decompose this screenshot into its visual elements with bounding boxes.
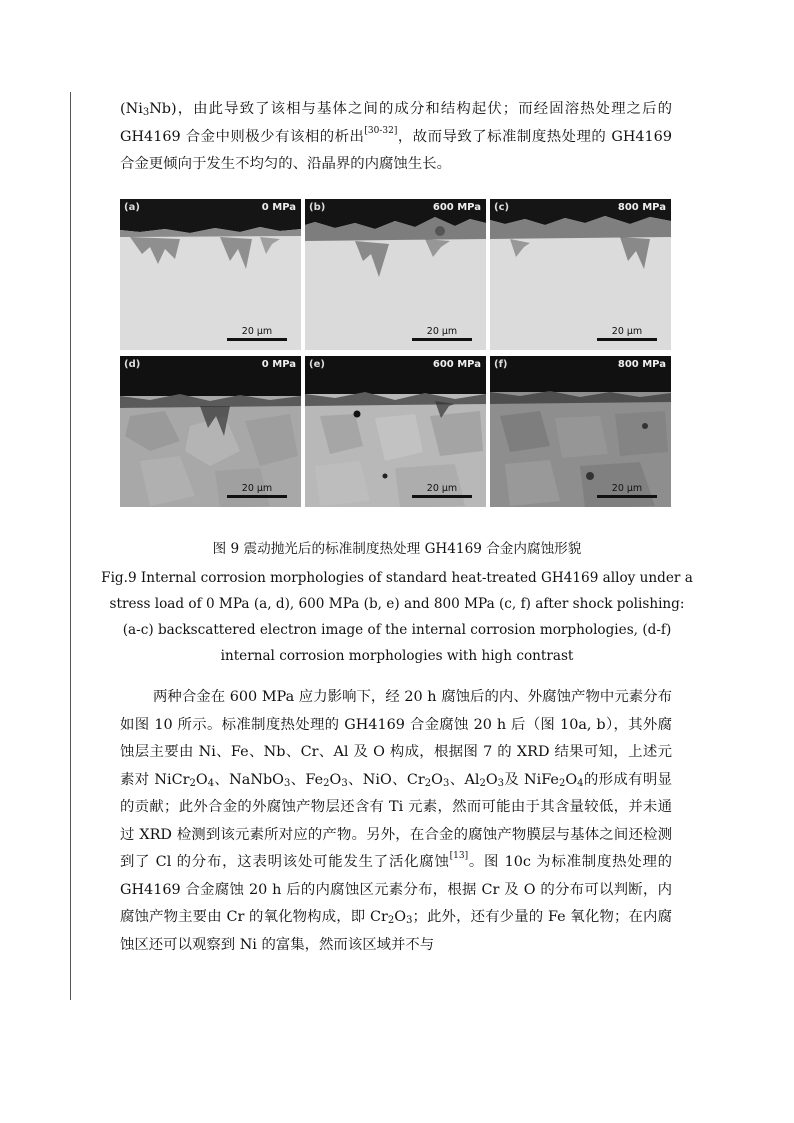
stress-label: 800 MPa xyxy=(617,359,666,370)
scale-bar: 20 μm xyxy=(412,326,472,341)
margin-line xyxy=(70,92,71,1000)
panel-label: (c) xyxy=(494,202,510,213)
citation-13: [13] xyxy=(449,851,469,861)
stress-label: 0 MPa xyxy=(261,359,296,370)
panel-b xyxy=(305,199,486,350)
panel-label: (f) xyxy=(494,359,508,370)
stress-label: 0 MPa xyxy=(261,202,296,213)
scale-bar: 20 μm xyxy=(597,326,657,341)
paragraph-1: $(Ni_3Nb)$，由此导致了该相与基体之间的成分和结构起伏；而经固溶热处理之后的 GH4169 合金中则极少有该相的析出[30-32]，故而导致了标准制度热处理的 GH4169 合金更倾向于发生不均匀的、沿晶界的内腐蚀生长。 xyxy=(120,101,672,172)
scale-bar: 20 μm xyxy=(227,326,287,341)
panel-f xyxy=(490,356,671,507)
stress-label: 600 MPa xyxy=(432,359,481,370)
scale-bar: 20 μm xyxy=(227,483,287,498)
citation-30-32: [30-32] xyxy=(364,125,398,136)
scale-bar: 20 μm xyxy=(412,483,472,498)
panel-e xyxy=(305,356,486,507)
panel-label: (a) xyxy=(124,202,140,213)
panel-c xyxy=(490,199,671,350)
panel-label: (e) xyxy=(309,359,325,370)
figure-caption-cn: 图 9 震动抛光后的标准制度热处理 GH4169 合金内腐蚀形貌 xyxy=(212,541,582,557)
figure-9 xyxy=(120,199,672,513)
stress-label: 800 MPa xyxy=(617,202,666,213)
figure-caption-en: Fig.9 Internal corrosion morphologies of standard heat-treated GH4169 alloy under a stress load of 0 MPa (a, d), 600 MPa (b, e) and 800 MPa (c, f) after shock polishing: (a-c) backscattered electron image of the internal corrosion morphologies, (d-f) internal corrosion morphologies with high contrast xyxy=(101,570,693,664)
panel-label: (b) xyxy=(309,202,326,213)
panel-label: (d) xyxy=(124,359,141,370)
panel-d xyxy=(120,356,301,507)
panel-a xyxy=(120,199,301,350)
paragraph-2: 两种合金在 600 MPa 应力影响下，经 20 h 腐蚀后的内、外腐蚀产物中元素分布如图 10 所示。标准制度热处理的 GH4169 合金腐蚀 20 h 后（图 10a, b），其外腐蚀层主要由 Ni、Fe、Nb、Cr、Al 及 O 构成，根据图 7 的 XRD 结果可知，上述元素对 $NiCr_2O_4$、NaNbO$_3$、$Fe_2O_3$、NiO、$Cr_2O_3$、$Al_2O_3$及 $NiFe_2O_4$的形成有明显的贡献；此外合金的外腐蚀产物层还含有 Ti 元素，然而可能由于其含量较低，并未通过 XRD 检测到该元素所对应的产物。另外，在合金的腐蚀产物膜层与基体之间还检测到了 Cl 的分布，这表明该处可能发生了活化腐蚀[13]。图 10c 为标准制度热处理的 GH4169 合金腐蚀 20 h 后的内腐蚀区元素分布，根据 Cr 及 O 的分布可以判断，内腐蚀产物主要由 Cr 的氧化物构成，即 $Cr_2O_3$；此外，还有少量的 Fe 氧化物；在内腐蚀区还可以观察到 Ni 的富集，然而该区域并不与 xyxy=(120,689,672,953)
scale-bar: 20 μm xyxy=(597,483,657,498)
stress-label: 600 MPa xyxy=(432,202,481,213)
